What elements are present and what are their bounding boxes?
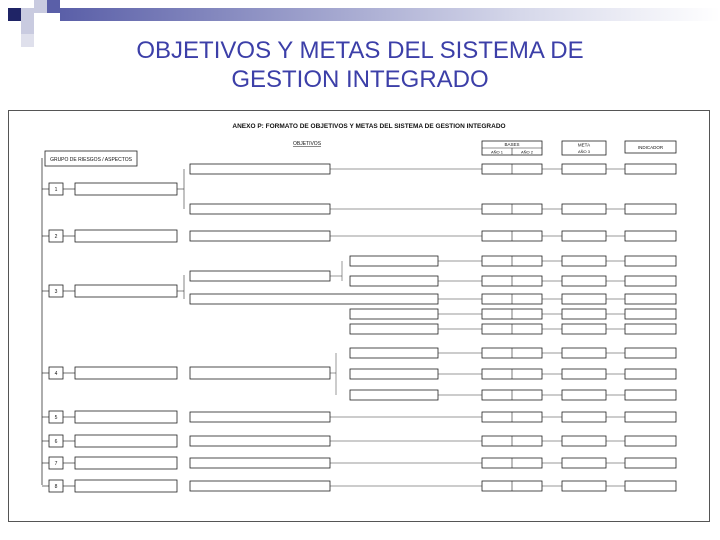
meta-box bbox=[562, 436, 606, 446]
meta-box bbox=[562, 294, 606, 304]
indicador-box bbox=[625, 164, 676, 174]
decor-square bbox=[21, 34, 34, 47]
meta-box bbox=[562, 204, 606, 214]
indicador-box bbox=[625, 324, 676, 334]
risk-box bbox=[75, 435, 177, 447]
objective-box bbox=[350, 256, 438, 266]
objective-box bbox=[190, 204, 330, 214]
meta-box bbox=[562, 369, 606, 379]
risk-box bbox=[75, 411, 177, 423]
top-gradient-bar bbox=[60, 8, 720, 21]
form-header: ANEXO P: FORMATO DE OBJETIVOS Y METAS DEL SISTEMA DE GESTION INTEGRADO bbox=[232, 123, 506, 130]
objective-box bbox=[190, 436, 330, 446]
indicador-box bbox=[625, 481, 676, 491]
meta-col: AÑO 3 bbox=[577, 149, 591, 154]
decor-square bbox=[47, 0, 60, 13]
objetivos-label: OBJETIVOS bbox=[292, 141, 322, 147]
decor-square bbox=[8, 8, 21, 21]
objective-box bbox=[350, 348, 438, 358]
indicador-box bbox=[625, 348, 676, 358]
meta-box bbox=[562, 256, 606, 266]
slide-title-line2: GESTION INTEGRADO bbox=[231, 66, 489, 93]
slide-title-line1: OBJETIVOS Y METAS DEL SISTEMA DE bbox=[136, 37, 584, 64]
risk-box bbox=[75, 457, 177, 469]
objective-box bbox=[190, 412, 330, 422]
meta-box bbox=[562, 231, 606, 241]
decor-square bbox=[21, 8, 34, 21]
indicador-box bbox=[625, 276, 676, 286]
objective-box bbox=[190, 271, 330, 281]
objective-box bbox=[190, 458, 330, 468]
objective-box bbox=[350, 276, 438, 286]
indicador-box bbox=[625, 256, 676, 266]
objective-box bbox=[350, 324, 438, 334]
meta-box bbox=[562, 164, 606, 174]
bases-col-2: AÑO 2 bbox=[520, 149, 534, 155]
meta-box bbox=[562, 324, 606, 334]
objective-box bbox=[190, 164, 330, 174]
bases-col-1: AÑO 1 bbox=[490, 149, 504, 155]
meta-box bbox=[562, 412, 606, 422]
indicador-box bbox=[625, 390, 676, 400]
group-number: 3 bbox=[54, 289, 58, 295]
document-image bbox=[8, 110, 710, 522]
risk-box bbox=[75, 230, 177, 242]
objective-box bbox=[190, 231, 330, 241]
meta-box bbox=[562, 348, 606, 358]
slide-title bbox=[60, 36, 660, 94]
indicador-box bbox=[625, 458, 676, 468]
group-number: 5 bbox=[54, 415, 58, 421]
indicador-box bbox=[625, 412, 676, 422]
bases-label: BASES bbox=[504, 142, 520, 147]
objective-box bbox=[190, 294, 438, 304]
risk-box bbox=[75, 367, 177, 379]
group-number: 7 bbox=[54, 461, 58, 467]
objective-box bbox=[190, 367, 330, 379]
group-number: 1 bbox=[54, 187, 58, 193]
indicador-label: INDICADOR bbox=[637, 145, 664, 150]
meta-label: META bbox=[577, 142, 591, 148]
group-number: 8 bbox=[54, 484, 58, 490]
meta-box bbox=[562, 481, 606, 491]
group-number: 4 bbox=[54, 371, 58, 377]
objective-box bbox=[350, 369, 438, 379]
form-diagram bbox=[9, 111, 709, 521]
group-header-label: GRUPO DE RIESGOS / ASPECTOS bbox=[50, 157, 132, 163]
objective-box bbox=[190, 481, 330, 491]
meta-box bbox=[562, 276, 606, 286]
risk-box bbox=[75, 480, 177, 492]
indicador-box bbox=[625, 369, 676, 379]
meta-box bbox=[562, 390, 606, 400]
indicador-box bbox=[625, 294, 676, 304]
indicador-box bbox=[625, 231, 676, 241]
decor-square bbox=[21, 21, 34, 34]
meta-box bbox=[562, 458, 606, 468]
group-number: 2 bbox=[54, 234, 58, 240]
indicador-box bbox=[625, 204, 676, 214]
risk-box bbox=[75, 285, 177, 297]
objective-box bbox=[350, 309, 438, 319]
objective-box bbox=[350, 390, 438, 400]
indicador-box bbox=[625, 436, 676, 446]
indicador-box bbox=[625, 309, 676, 319]
form-rows bbox=[42, 164, 676, 492]
decor-square bbox=[34, 0, 47, 13]
decor-square bbox=[8, 21, 21, 34]
meta-box bbox=[562, 309, 606, 319]
risk-box bbox=[75, 183, 177, 195]
group-number: 6 bbox=[54, 439, 58, 445]
